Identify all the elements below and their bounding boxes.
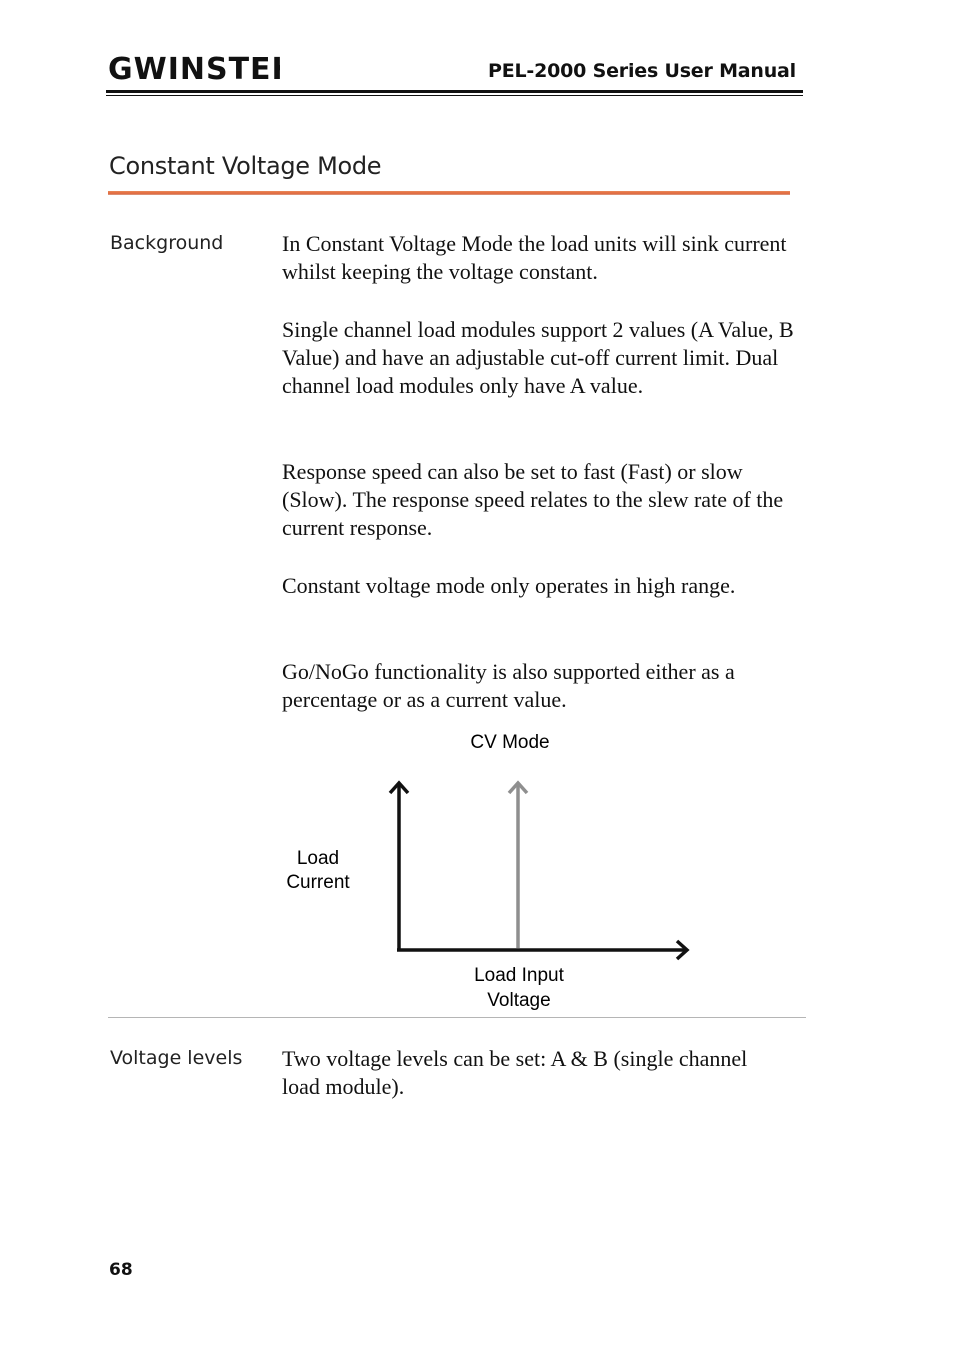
background-paragraph-4: Constant voltage mode only operates in high range. [282, 573, 736, 598]
section-title-underline [108, 191, 790, 195]
brand-logo-text: GWINSTEK [108, 52, 280, 84]
background-paragraph-3: Response speed can also be set to fast (Fast) or slow (Slow). The response speed relates to the slew rate of the current response. [282, 459, 784, 540]
cv-mode-diagram [270, 725, 710, 1015]
background-paragraph-2: Single channel load modules support 2 values (A Value, B Value) and have an adjustable cut-off current limit. Dual channel load modules only have A value. [282, 317, 794, 398]
background-label: Background [110, 232, 224, 254]
background-paragraph-5: Go/NoGo functionality is also supported either as a percentage or as a current value. [282, 659, 735, 712]
manual-title: PEL-2000 Series User Manual [488, 60, 796, 82]
y-axis-label-line1: Load [296, 848, 340, 869]
brand-logo [108, 52, 280, 84]
section-title: Constant Voltage Mode [109, 152, 382, 180]
x-axis-label-line2: Voltage [487, 990, 551, 1011]
diagram-title: CV Mode [470, 732, 550, 753]
voltage-levels-label: Voltage levels [110, 1047, 243, 1069]
y-axis-label-line2: Current [286, 872, 350, 893]
header-rule [106, 90, 803, 93]
page-number: 68 [109, 1260, 133, 1280]
x-axis-label-line1: Load Input [474, 965, 564, 986]
section-divider [108, 1017, 806, 1018]
background-paragraph-1: In Constant Voltage Mode the load units will sink current whilst keeping the voltage constant. [282, 231, 787, 284]
header-rule-thin [106, 95, 803, 96]
voltage-levels-text: Two voltage levels can be set: A & B (single channel load module). [282, 1046, 748, 1099]
